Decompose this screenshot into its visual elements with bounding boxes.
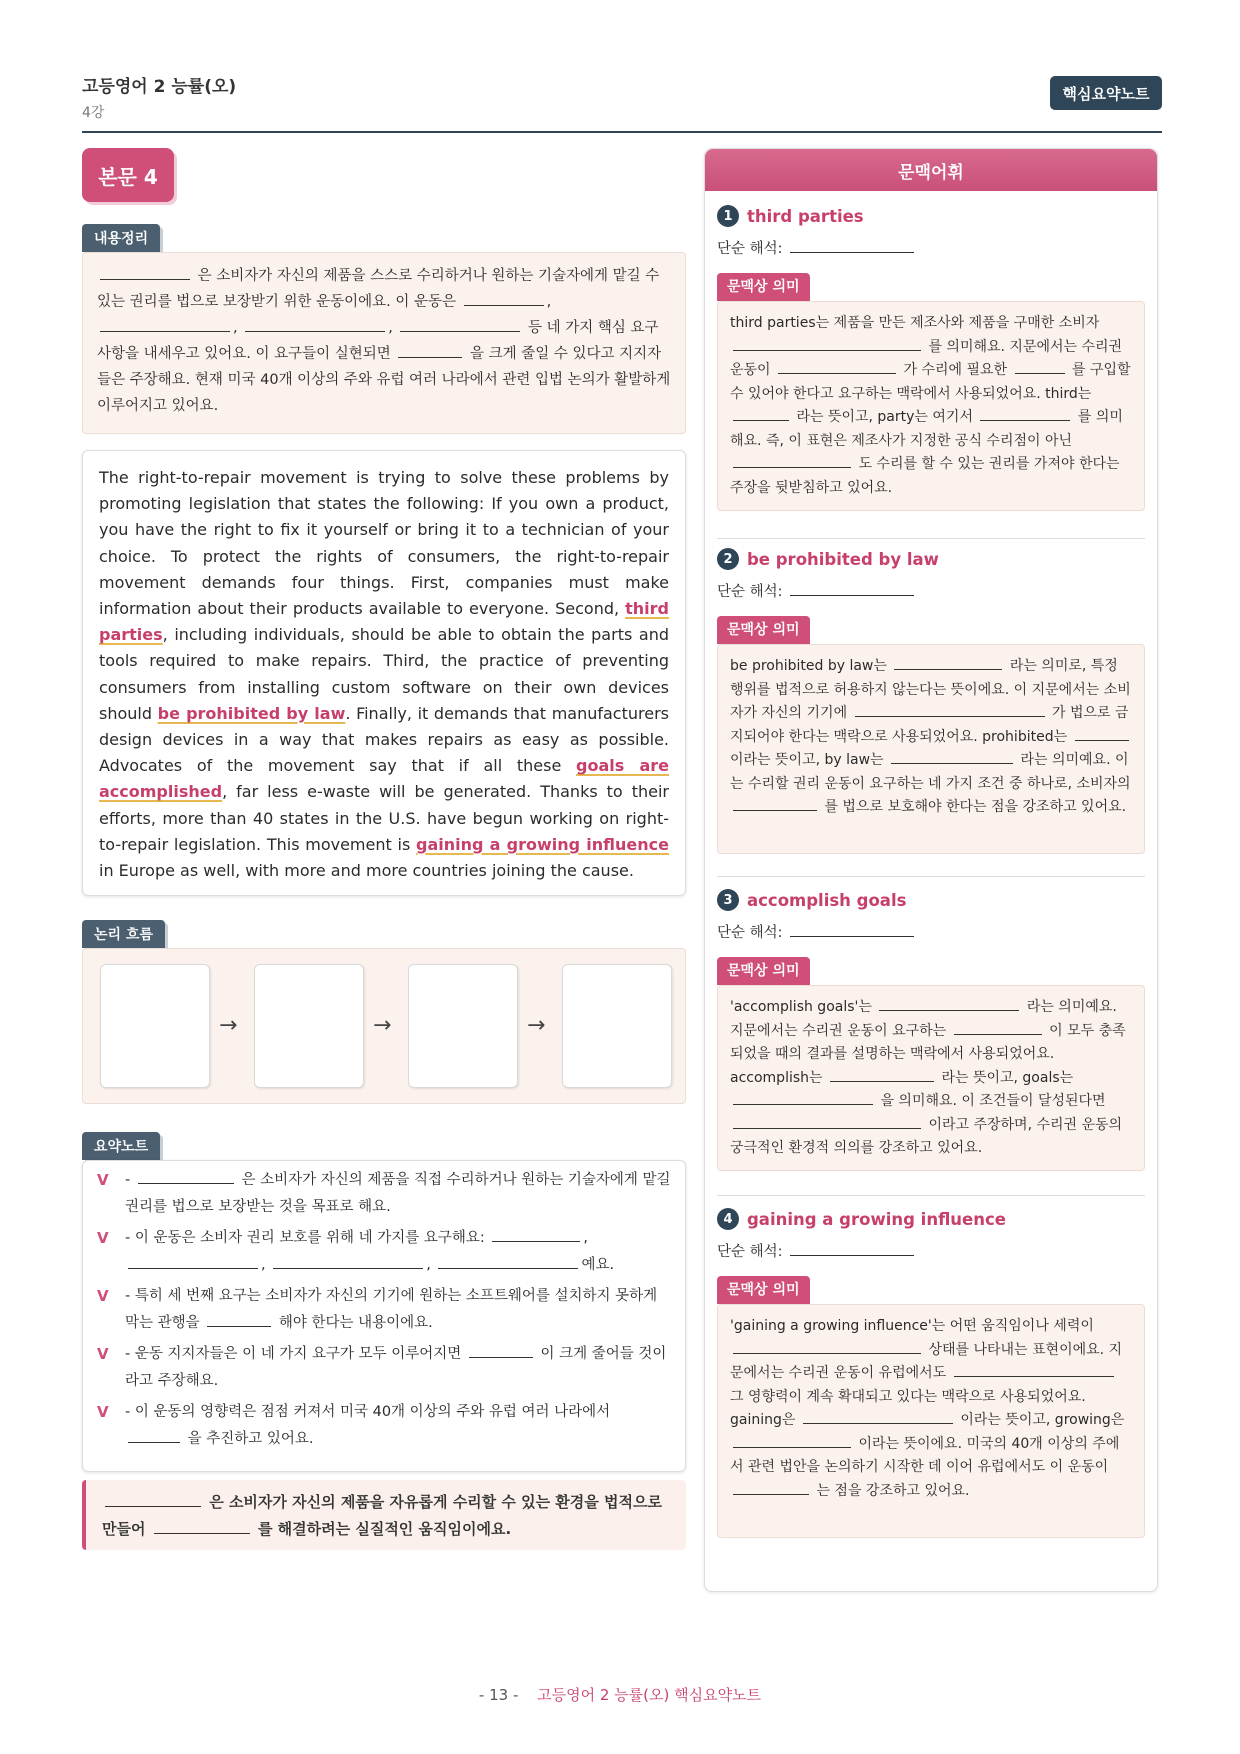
fill-blank[interactable] — [733, 1481, 809, 1495]
fill-blank[interactable] — [879, 997, 1019, 1011]
check-icon: V — [97, 1403, 109, 1421]
summary-text: , — [388, 320, 393, 336]
fill-blank[interactable] — [398, 344, 462, 358]
highlight-phrase: goals are accomplished — [99, 756, 670, 802]
vocab-term: be prohibited by law — [747, 549, 939, 569]
fill-blank[interactable] — [464, 292, 544, 306]
fill-blank[interactable] — [954, 1021, 1042, 1035]
vocab-panel — [704, 148, 1158, 1592]
vocab-term: gaining a growing influence — [747, 1209, 1006, 1229]
summary-box — [82, 252, 686, 434]
summary-text: 을 크게 줄일 수 있다고 지지자들은 주장해요. 현재 미국 40개 이상의 주와 유럽 여러 나라에서 관련 입법 논의가 활발하게 이루어지고 있어요. — [97, 346, 671, 414]
vocab-item-3 — [717, 887, 1145, 1171]
item-number-badge: 1 — [717, 205, 739, 227]
highlight-phrase: gaining a growing influence — [416, 834, 670, 854]
summary-text: , — [546, 294, 552, 310]
fill-blank[interactable] — [100, 318, 230, 332]
vocab-term: accomplish goals — [747, 890, 907, 910]
vocab-item-1 — [717, 203, 1145, 511]
context-label: 문맥상 의미 — [717, 273, 810, 301]
fill-blank[interactable] — [790, 1242, 914, 1256]
check-icon: V — [97, 1171, 109, 1189]
flow-card-4[interactable] — [562, 964, 672, 1088]
divider — [717, 876, 1145, 877]
list-item: V - 이 운동의 영향력은 점점 커져서 미국 40개 이상의 주와 유럽 여러 나라에서 을 추진하고 있어요. — [97, 1399, 671, 1453]
fill-blank[interactable] — [733, 337, 921, 351]
fill-blank[interactable] — [138, 1170, 234, 1184]
fill-blank[interactable] — [469, 1344, 533, 1358]
simple-translation: 단순 해석: — [717, 921, 1145, 943]
summary-text: 등 네 가지 핵심 요구 사항을 내세우고 있어요. 이 요구들이 실현되면 — [97, 320, 659, 362]
context-label: 문맥상 의미 — [717, 616, 810, 644]
check-icon: V — [97, 1345, 109, 1363]
context-label: 문맥상 의미 — [717, 1276, 810, 1304]
arrow-right-icon: → — [373, 1013, 392, 1038]
list-item: V - 은 소비자가 자신의 제품을 직접 수리하거나 원하는 기술자에게 맡길 권리를 법으로 보장받는 것을 목표로 해요. — [97, 1167, 671, 1221]
highlight-phrase: third parties — [99, 599, 670, 645]
fill-blank[interactable] — [855, 703, 1045, 717]
fill-blank[interactable] — [790, 582, 914, 596]
fill-blank[interactable] — [790, 923, 914, 937]
list-item: V - 특히 세 번째 요구는 소비자가 자신의 기기에 원하는 소프트웨어를 설치하지 못하게 막는 관행을 해야 한다는 내용이에요. — [97, 1283, 671, 1337]
context-meaning: 'gaining a growing influence'는 어떤 움직임이나 세력이 상태를 나타내는 표현이에요. 지문에서는 수리권 운동이 유럽에서도 그 영향력이 계속 확대되고 있다는 맥락으로 사용되었어요. gaining은 이라는 뜻이고, growing은 이라는 뜻이에요. 미국의 40개 이상의 주에서 관련 법안을 논의하기 시작한 데 이어 유럽에서도 이 운동이 는 점을 강조하고 있어요. — [717, 1304, 1145, 1538]
page-footer — [0, 1684, 1240, 1705]
fill-blank[interactable] — [830, 1068, 934, 1082]
flow-card-1[interactable] — [100, 964, 210, 1088]
fill-blank[interactable] — [778, 360, 896, 374]
context-label: 문맥상 의미 — [717, 957, 810, 985]
fill-blank[interactable] — [894, 656, 1002, 670]
vocab-item-2 — [717, 546, 1145, 854]
simple-translation: 단순 해석: — [717, 237, 1145, 259]
fill-blank[interactable] — [128, 1429, 180, 1443]
list-item: V - 이 운동은 소비자 권리 보호를 위해 네 가지를 요구해요: , , , 예요. — [97, 1225, 671, 1279]
item-number-badge: 4 — [717, 1208, 739, 1230]
summary-text: , — [233, 320, 238, 336]
fill-blank[interactable] — [954, 1363, 1114, 1377]
summary-text: 은 소비자가 자신의 제품을 스스로 수리하거나 원하는 기술자에게 맡길 수 있는 권리를 법으로 보장받기 위한 운동이에요. 이 운동은 — [97, 268, 660, 310]
fill-blank[interactable] — [245, 318, 385, 332]
footer-title: 고등영어 2 능률(오) 핵심요약노트 — [537, 1686, 762, 1704]
fill-blank[interactable] — [492, 1228, 580, 1242]
fill-blank[interactable] — [105, 1493, 201, 1507]
fill-blank[interactable] — [400, 318, 520, 332]
fill-blank[interactable] — [891, 750, 1013, 764]
item-number-badge: 2 — [717, 548, 739, 570]
divider — [717, 1195, 1145, 1196]
fill-blank[interactable] — [733, 797, 817, 811]
logic-flow — [82, 948, 686, 1104]
list-item: V - 운동 지지자들은 이 네 가지 요구가 모두 이루어지면 이 크게 줄어들 것이라고 주장해요. — [97, 1341, 671, 1395]
summary-notes — [82, 1160, 686, 1472]
fill-blank[interactable] — [733, 1115, 921, 1129]
fill-blank[interactable] — [733, 1091, 873, 1105]
conclusion-box: 은 소비자가 자신의 제품을 자유롭게 수리할 수 있는 환경을 법적으로 만들어 를 해결하려는 실질적인 움직임이에요. — [82, 1480, 686, 1550]
fill-blank[interactable] — [733, 1434, 851, 1448]
item-number-badge: 3 — [717, 889, 739, 911]
flow-label: 논리 흐름 — [82, 920, 165, 948]
fill-blank[interactable] — [438, 1255, 578, 1269]
context-meaning: third parties는 제품을 만든 제조사와 제품을 구매한 소비자 를 의미해요. 지문에서는 수리권 운동이 가 수리에 필요한 를 구입할 수 있어야 한다고 요구하는 맥락에서 사용되었어요. third는 라는 뜻이고, party는 여기서 를 의미해요. 즉, 이 표현은 제조사가 지정한 공식 수리점이 아닌 도 수리를 할 수 있는 권리를 가져야 한다는 주장을 뒷받침하고 있어요. — [717, 301, 1145, 511]
fill-blank[interactable] — [733, 407, 789, 421]
fill-blank[interactable] — [273, 1255, 423, 1269]
fill-blank[interactable] — [100, 266, 190, 280]
vocab-term: third parties — [747, 206, 864, 226]
simple-translation: 단순 해석: — [717, 1240, 1145, 1262]
summary-label: 내용정리 — [82, 224, 160, 252]
note-type-badge: 핵심요약노트 — [1050, 76, 1162, 110]
fill-blank[interactable] — [128, 1255, 258, 1269]
lesson-number: 4강 — [82, 105, 105, 121]
check-icon: V — [97, 1229, 109, 1247]
fill-blank[interactable] — [207, 1313, 271, 1327]
fill-blank[interactable] — [803, 1410, 953, 1424]
check-icon: V — [97, 1287, 109, 1305]
fill-blank[interactable] — [790, 239, 914, 253]
fill-blank[interactable] — [733, 1340, 921, 1354]
vocab-item-4 — [717, 1206, 1145, 1538]
flow-card-3[interactable] — [408, 964, 518, 1088]
fill-blank[interactable] — [1075, 727, 1129, 741]
document-title: 고등영어 2 능률(오) — [82, 77, 237, 97]
section-tag: 본문 4 — [82, 148, 174, 202]
fill-blank[interactable] — [154, 1520, 250, 1534]
notes-label: 요약노트 — [82, 1132, 160, 1160]
header-divider — [82, 131, 1162, 133]
divider — [717, 538, 1145, 539]
highlight-phrase: be prohibited by law — [157, 703, 346, 723]
vocab-panel-title: 문맥어휘 — [705, 149, 1157, 191]
passage-text: The right-to-repair movement is trying to solve these problems by promoting legislation that states the following: If you own a product, you have the right to fix it yourself or bring it to a technician of your choice. To protect the rights of consumers, the right-to-repair movement demands four things. First, companies must make information about their products available to everyone. Second, third parties, including individuals, should be able to obtain the parts and tools required to make repairs. Third, the practice of preventing consumers from installing custom software on their own devices should be prohibited by law. Finally, it demands that manufacturers design devices in a way that makes repairs as easy as possible. Advocates of the movement say that if all these goals are accomplished, far less e-waste will be generated. Thanks to their efforts, more than 40 states in the U.S. have begun working on right-to-repair legislation. This movement is gaining a growing influence in Europe as well, with more and more countries joining the cause. — [82, 450, 686, 896]
context-meaning: 'accomplish goals'는 라는 의미예요. 지문에서는 수리권 운동이 요구하는 이 모두 충족되었을 때의 결과를 설명하는 맥락에서 사용되었어요. accomplish는 라는 뜻이고, goals는 을 의미해요. 이 조건들이 달성된다면 이라고 주장하며, 수리권 운동의 궁극적인 환경적 의의를 강조하고 있어요. — [717, 985, 1145, 1171]
arrow-right-icon: → — [527, 1013, 546, 1038]
arrow-right-icon: → — [219, 1013, 238, 1038]
fill-blank[interactable] — [733, 454, 851, 468]
fill-blank[interactable] — [1015, 360, 1065, 374]
context-meaning: be prohibited by law는 라는 의미로, 특정 행위를 법적으로 허용하지 않는다는 뜻이에요. 이 지문에서는 소비자가 자신의 기기에 가 법으로 금지되어야 한다는 맥락으로 사용되었어요. prohibited는 이라는 뜻이고, by law는 라는 의미예요. 이는 수리할 권리 운동이 요구하는 네 가지 조건 중 하나로, 소비자의 를 법으로 보호해야 한다는 점을 강조하고 있어요. — [717, 644, 1145, 854]
simple-translation: 단순 해석: — [717, 580, 1145, 602]
flow-card-2[interactable] — [254, 964, 364, 1088]
fill-blank[interactable] — [980, 407, 1070, 421]
page-number: - 13 - — [478, 1686, 519, 1704]
